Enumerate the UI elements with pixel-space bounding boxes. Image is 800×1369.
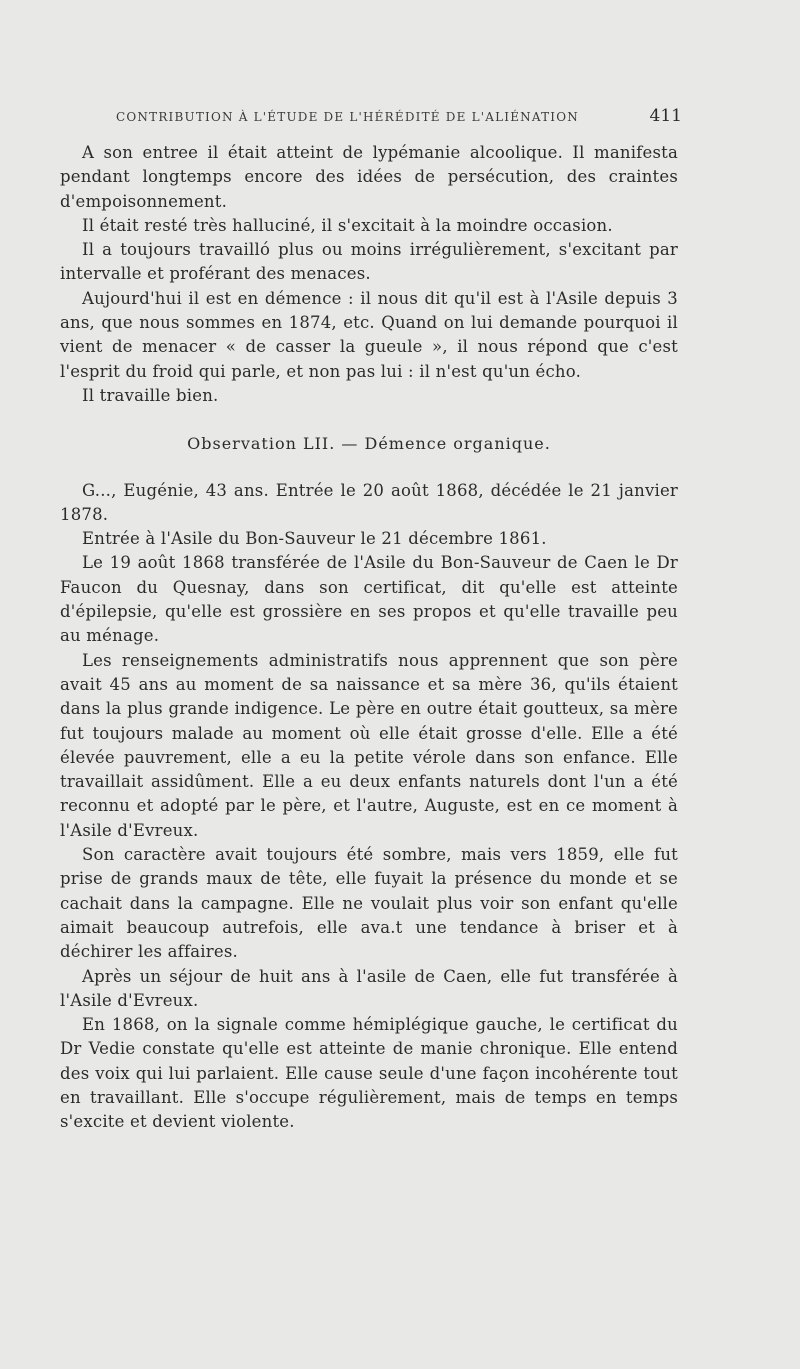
page-number: 411 — [649, 106, 682, 126]
text-body — [60, 141, 678, 1135]
paragraph: G..., Eugénie, 43 ans. Entrée le 20 août 1868, décédée le 21 janvier 1878. — [60, 480, 678, 524]
paragraph: En 1868, on la signale comme hémiplégique gauche, le certificat du Dr Vedie constate qu'elle est atteinte de manie chronique. Elle entend des voix qui lui parlaient. Elle cause seule d'une façon incohérente tout en travaillant. Elle s'occupe régulièrement, mais de temps en temps s'excite et devient violente. — [60, 1015, 678, 1132]
running-title: CONTRIBUTION À L'ÉTUDE DE L'HÉRÉDITÉ DE L'ALIÉNATION — [116, 110, 579, 124]
paragraph: Il travaille bien. — [82, 385, 219, 405]
paragraph: Après un séjour de huit ans à l'asile de Caen, elle fut transférée à l'Asile d'Evreux. — [60, 966, 678, 1010]
paragraph: Il a toujours travailló plus ou moins irrégulièrement, s'excitant par intervalle et proférant des menaces. — [60, 240, 678, 284]
paragraph: Les renseignements administratifs nous apprennent que son père avait 45 ans au moment de sa naissance et sa mère 36, qu'ils étaient dans la plus grande indigence. Le père en outre était goutteux, sa mère fut toujours malade au moment où elle était grosse d'elle. Elle a été élevée pauvrement, elle a eu la petite vérole dans son enfance. Elle travaillait assidûment. Elle a eu deux enfants naturels dont l'un a été reconnu et adopté par le père, et l'autre, Auguste, est en ce moment à l'Asile d'Evreux. — [60, 650, 678, 840]
paragraph: Son caractère avait toujours été sombre, mais vers 1859, elle fut prise de grands maux de tête, elle fuyait la présence du monde et se cachait dans la campagne. Elle ne voulait plus voir son enfant qu'elle aimait beaucoup autrefois, elle ava.t une tendance à briser et à déchirer les affaires. — [60, 845, 678, 962]
observation-heading: Observation LII. — Démence organique. — [187, 434, 551, 454]
running-header — [116, 106, 682, 128]
paragraph: A son entree il était atteint de lypémanie alcoolique. Il manifesta pendant longtemps encore des idées de persécution, des craintes d'empoisonnement. — [60, 143, 678, 211]
paragraph: Entrée à l'Asile du Bon-Sauveur le 21 décembre 1861. — [82, 529, 547, 549]
paragraph: Le 19 août 1868 transférée de l'Asile du Bon-Sauveur de Caen le Dr Faucon du Quesnay, dans son certificat, dit qu'elle est atteinte d'épilepsie, qu'elle est grossière en ses propos et qu'elle travaille peu au ménage. — [60, 553, 678, 646]
paragraph: Il était resté très halluciné, il s'excitait à la moindre occasion. — [82, 215, 613, 235]
paragraph: Aujourd'hui il est en démence : il nous dit qu'il est à l'Asile depuis 3 ans, que nous sommes en 1874, etc. Quand on lui demande pourquoi il vient de menacer « de casser la gueule », il nous répond que c'est l'esprit du froid qui parle, et non pas lui : il n'est qu'un écho. — [60, 288, 678, 381]
